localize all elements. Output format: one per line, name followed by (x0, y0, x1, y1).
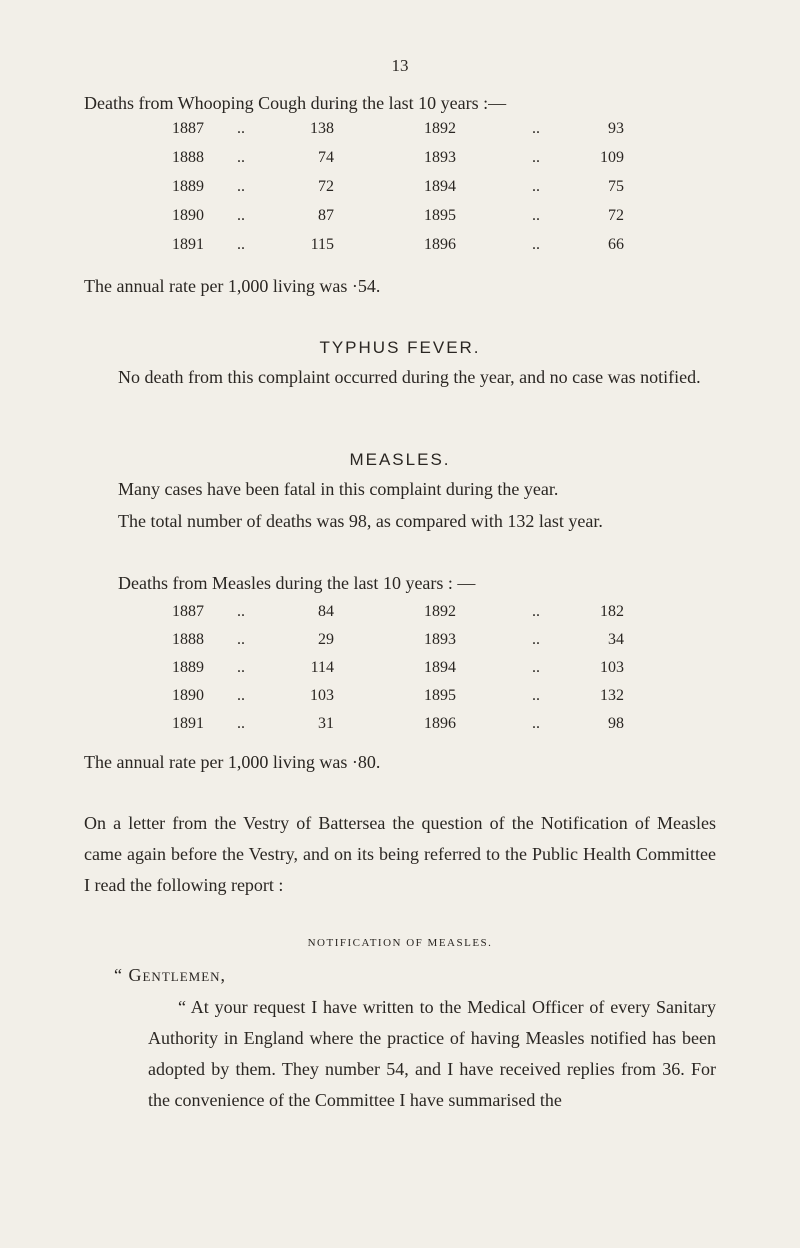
deaths-cell: 98 (608, 715, 624, 732)
table-row (0, 715, 800, 743)
leader-dots: .. (532, 687, 540, 704)
year-cell: 1894 (424, 178, 456, 195)
leader-dots: .. (237, 207, 245, 224)
measles-paragraph-1: Many cases have been fatal in this complaint during the year. (118, 479, 559, 499)
deaths-cell: 75 (608, 178, 624, 195)
year-cell: 1893 (424, 631, 456, 648)
deaths-cell: 109 (600, 149, 624, 166)
year-cell: 1892 (424, 120, 456, 137)
year-cell: 1891 (172, 236, 204, 253)
measles-rate: The annual rate per 1,000 living was ·80. (84, 752, 381, 772)
table-row (0, 149, 800, 177)
deaths-cell: 29 (318, 631, 334, 648)
deaths-cell: 34 (608, 631, 624, 648)
deaths-cell: 87 (318, 207, 334, 224)
leader-dots: .. (532, 120, 540, 137)
leader-dots: .. (237, 149, 245, 166)
report-salutation: “ Gentlemen, (114, 965, 227, 985)
deaths-cell: 66 (608, 236, 624, 253)
table-row (0, 659, 800, 687)
deaths-cell: 115 (310, 236, 334, 253)
leader-dots: .. (237, 236, 245, 253)
measles-paragraph-2: The total number of deaths was 98, as compared with 132 last year. (118, 511, 603, 531)
year-cell: 1894 (424, 659, 456, 676)
whooping-cough-intro: Deaths from Whooping Cough during the last 10 years :— (84, 93, 507, 113)
measles-heading: MEASLES. (349, 450, 451, 469)
deaths-cell: 72 (608, 207, 624, 224)
leader-dots: .. (532, 236, 540, 253)
year-cell: 1888 (172, 631, 204, 648)
table-row (0, 178, 800, 206)
deaths-cell: 132 (600, 687, 624, 704)
page-number: 13 (391, 56, 409, 75)
year-cell: 1889 (172, 659, 204, 676)
deaths-cell: 103 (600, 659, 624, 676)
year-cell: 1892 (424, 603, 456, 620)
year-cell: 1895 (424, 207, 456, 224)
typhus-heading: TYPHUS FEVER. (319, 338, 481, 357)
leader-dots: .. (532, 659, 540, 676)
report-heading: NOTIFICATION OF MEASLES. (307, 937, 493, 949)
deaths-cell: 31 (318, 715, 334, 732)
leader-dots: .. (532, 631, 540, 648)
deaths-cell: 74 (318, 149, 334, 166)
table-row (0, 631, 800, 659)
table-row (0, 207, 800, 235)
year-cell: 1893 (424, 149, 456, 166)
year-cell: 1888 (172, 149, 204, 166)
leader-dots: .. (532, 715, 540, 732)
deaths-cell: 72 (318, 178, 334, 195)
leader-dots: .. (237, 715, 245, 732)
deaths-cell: 138 (310, 120, 334, 137)
leader-dots: .. (237, 120, 245, 137)
report-body: “ At your request I have written to the Medical Officer of every Sanitary Authority in England where the practice of having Measles notified has been adopted by them. They number 54, and I have received replies from 36. For the convenience of the Committee I have summarised the (148, 997, 716, 1110)
year-cell: 1896 (424, 236, 456, 253)
table-row (0, 603, 800, 631)
year-cell: 1890 (172, 687, 204, 704)
leader-dots: .. (532, 178, 540, 195)
measles-table-intro: Deaths from Measles during the last 10 years : — (118, 573, 476, 593)
vestry-paragraph: On a letter from the Vestry of Battersea the question of the Notification of Measles came again before the Vestry, and on its being referred to the Public Health Committee I read the following report : (84, 813, 716, 895)
whooping-cough-rate: The annual rate per 1,000 living was ·54. (84, 276, 381, 296)
leader-dots: .. (237, 659, 245, 676)
year-cell: 1887 (172, 120, 204, 137)
year-cell: 1889 (172, 178, 204, 195)
year-cell: 1887 (172, 603, 204, 620)
deaths-cell: 182 (600, 603, 624, 620)
leader-dots: .. (237, 687, 245, 704)
year-cell: 1895 (424, 687, 456, 704)
leader-dots: .. (237, 178, 245, 195)
leader-dots: .. (532, 149, 540, 166)
leader-dots: .. (532, 603, 540, 620)
year-cell: 1891 (172, 715, 204, 732)
leader-dots: .. (237, 631, 245, 648)
deaths-cell: 114 (310, 659, 334, 676)
year-cell: 1890 (172, 207, 204, 224)
table-row (0, 687, 800, 715)
table-row (0, 120, 800, 148)
year-cell: 1896 (424, 715, 456, 732)
typhus-paragraph: No death from this complaint occurred during the year, and no case was notified. (118, 367, 701, 387)
deaths-cell: 103 (310, 687, 334, 704)
deaths-cell: 93 (608, 120, 624, 137)
leader-dots: .. (532, 207, 540, 224)
leader-dots: .. (237, 603, 245, 620)
table-row (0, 236, 800, 264)
deaths-cell: 84 (318, 603, 334, 620)
